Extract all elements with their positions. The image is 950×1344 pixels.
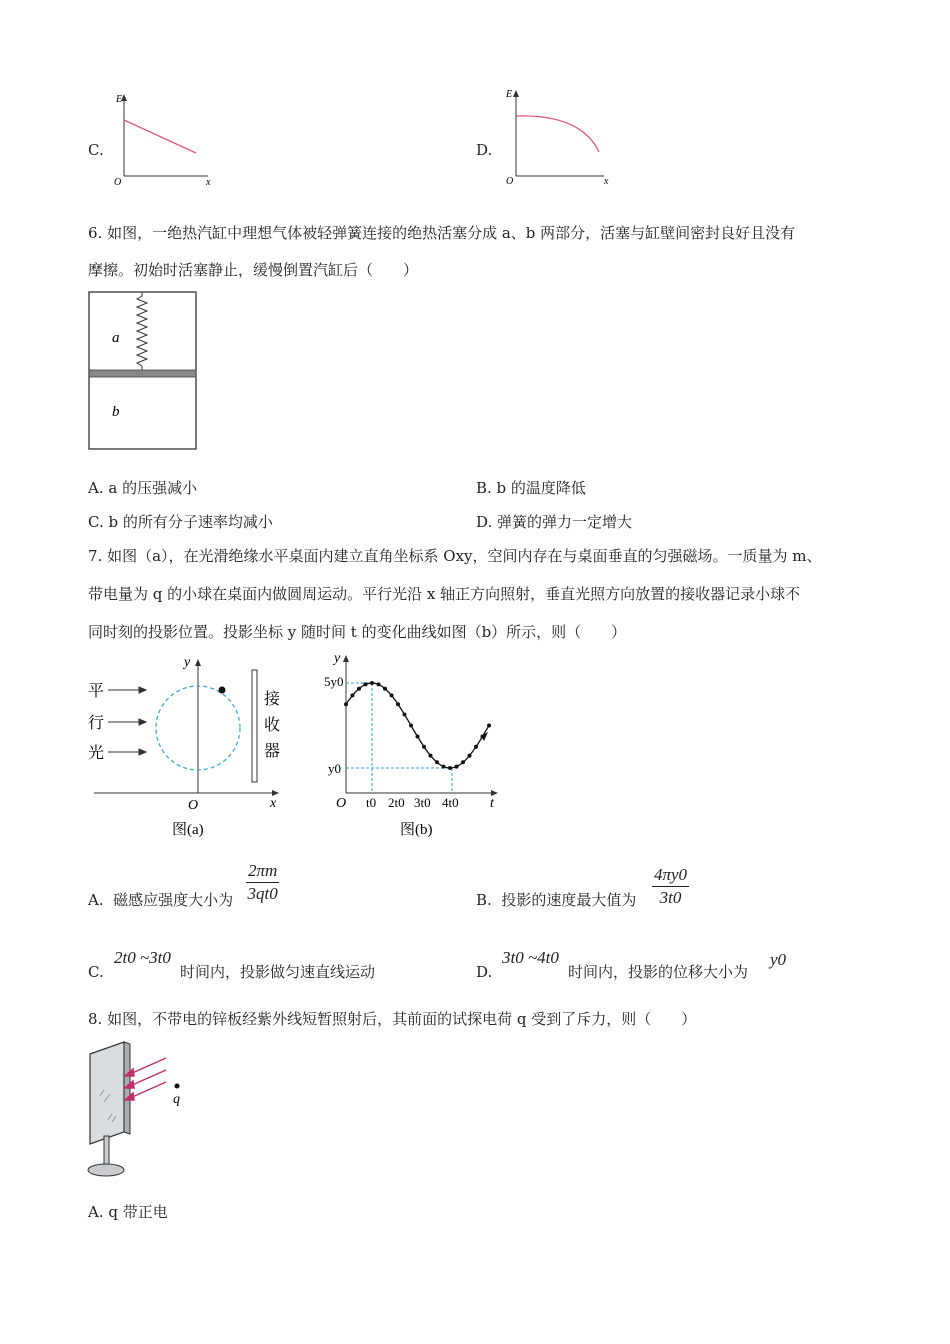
gas-a-label: a <box>112 330 120 346</box>
fig-b-y-label: y <box>334 651 341 666</box>
curve-dot <box>474 745 478 749</box>
curve-dot <box>448 766 452 770</box>
q7-option-d-tail: y0 <box>770 950 787 969</box>
light-char-1: 平 <box>88 683 105 700</box>
q5c-curve <box>124 120 196 153</box>
curve-dot <box>370 681 374 685</box>
curve-dot <box>396 702 400 706</box>
curve-dot <box>487 724 491 728</box>
zinc-plate <box>90 1042 124 1144</box>
q6-stem-line1: 6. 如图，一绝热汽缸中理想气体被轻弹簧连接的绝热活塞分成 a、b 两部分，活塞与缸壁间密封良好且没有 <box>88 224 796 242</box>
q6-option-c: C. b 的所有分子速率均减小 <box>88 513 273 531</box>
curve-dot <box>422 745 426 749</box>
charge-q-label: q <box>173 1092 180 1107</box>
q7-stem-line3: 同时刻的投影位置。投影坐标 y 随时间 t 的变化曲线如图（b）所示，则（ ） <box>88 623 627 641</box>
frac-a-denominator: 3qt0 <box>247 884 278 903</box>
curve-dot <box>390 693 394 697</box>
fig-b-t-tick-1: t0 <box>366 795 377 810</box>
light-char-3: 光 <box>88 745 105 762</box>
receiver-char-3: 器 <box>264 743 281 760</box>
fig-b-t-tick-3: 3t0 <box>414 795 431 810</box>
q6-stem-line2: 摩擦。初始时活塞静止，缓慢倒置汽缸后（ ） <box>88 261 419 279</box>
curve-dot <box>377 682 381 686</box>
curve-dot <box>416 735 420 739</box>
curve-dot <box>364 682 368 686</box>
curve-dot <box>344 702 348 706</box>
piston <box>89 370 196 377</box>
stand-base <box>88 1164 124 1176</box>
q8-stem: 8. 如图，不带电的锌板经紫外线短暂照射后，其前面的试探电荷 q 受到了斥力，则（ ） <box>88 1010 697 1028</box>
q7-option-a: A. 磁感应强度大小为 <box>88 891 234 909</box>
q7-option-d-text: 时间内，投影的位移大小为 <box>568 963 749 981</box>
curve-dot <box>383 687 387 691</box>
fig-a-caption: 图(a) <box>172 822 204 838</box>
y-t-dots <box>344 681 491 770</box>
q5-option-c-graph <box>108 90 228 190</box>
q7-option-c-text: 时间内，投影做匀速直线运动 <box>180 963 376 981</box>
q5c-e-label: E <box>116 94 123 105</box>
curve-dot <box>468 754 472 758</box>
curve-dot <box>442 765 446 769</box>
fig-a-y-label: y <box>184 655 191 670</box>
frac-b-denominator: 3t0 <box>659 888 682 907</box>
receiver-char-2: 收 <box>264 717 281 734</box>
q5-option-c-label: C. <box>88 141 104 159</box>
curve-dot <box>461 760 465 764</box>
q8-zinc-plate-figure <box>84 1036 204 1182</box>
q7-figure-b <box>320 646 510 844</box>
q5c-x-label: x <box>206 177 211 188</box>
curve-dot <box>409 724 413 728</box>
q5-option-d-label: D. <box>476 141 493 159</box>
gas-b-label: b <box>112 404 120 420</box>
receiver-char-1: 接 <box>264 691 281 708</box>
curve-dot <box>429 754 433 758</box>
q5-option-d-graph <box>500 84 620 190</box>
q7-option-a-fraction <box>246 860 279 905</box>
q7-option-b: B. 投影的速度最大值为 <box>476 891 637 909</box>
uv-light-arrows <box>125 1058 166 1100</box>
fig-a-origin: O <box>188 798 199 813</box>
curve-dot <box>435 760 439 764</box>
q5d-e-label: E <box>506 89 513 100</box>
fig-b-caption: 图(b) <box>400 822 433 838</box>
curve-dot <box>403 713 407 717</box>
q7-figure-a <box>84 652 304 842</box>
curve-dot <box>357 687 361 691</box>
q7-option-d-label: D. <box>476 963 493 981</box>
curve-dot <box>351 693 355 697</box>
q8-option-a: A. q 带正电 <box>88 1203 168 1221</box>
q7-option-d-expr: 3t0 ~4t0 <box>502 948 559 967</box>
q5c-origin: O <box>114 177 122 188</box>
q5d-x-label: x <box>604 176 609 187</box>
frac-b-numerator: 4πy0 <box>652 864 689 887</box>
q6-option-a: A. a 的压强减小 <box>88 479 198 497</box>
fig-b-t-tick-2: 2t0 <box>388 795 405 810</box>
receiver-icon <box>252 670 257 782</box>
fig-b-y-tick-y0: y0 <box>328 761 341 776</box>
fig-a-x-label: x <box>270 796 277 811</box>
fig-b-t-label: t <box>490 796 494 811</box>
q6-option-d: D. 弹簧的弹力一定增大 <box>476 513 633 531</box>
ball-icon <box>219 687 226 694</box>
q7-option-c-expr: 2t0 ~3t0 <box>114 948 171 967</box>
q7-stem-line2: 带电量为 q 的小球在桌面内做圆周运动。平行光沿 x 轴正方向照射，垂直光照方向放置的接收器记录小球不 <box>88 585 801 603</box>
light-char-2: 行 <box>88 715 105 732</box>
curve-dot <box>455 765 459 769</box>
q5d-origin: O <box>506 176 514 187</box>
fig-b-t-tick-4: 4t0 <box>442 795 459 810</box>
q7-option-c-label: C. <box>88 963 104 981</box>
fig-b-origin: O <box>336 796 347 811</box>
test-charge-icon <box>175 1084 180 1089</box>
q5d-curve <box>516 116 599 152</box>
q7-stem-line1: 7. 如图（a），在光滑绝缘水平桌面内建立直角坐标系 Oxy，空间内存在与桌面垂直的匀强磁场。一质量为 m、 <box>88 547 822 565</box>
frac-a-numerator: 2πm <box>246 860 279 883</box>
fig-b-y-tick-5y0: 5y0 <box>324 674 344 689</box>
q6-cylinder-figure <box>86 290 200 452</box>
q7-option-b-fraction <box>652 864 689 909</box>
q6-option-b: B. b 的温度降低 <box>476 479 586 497</box>
